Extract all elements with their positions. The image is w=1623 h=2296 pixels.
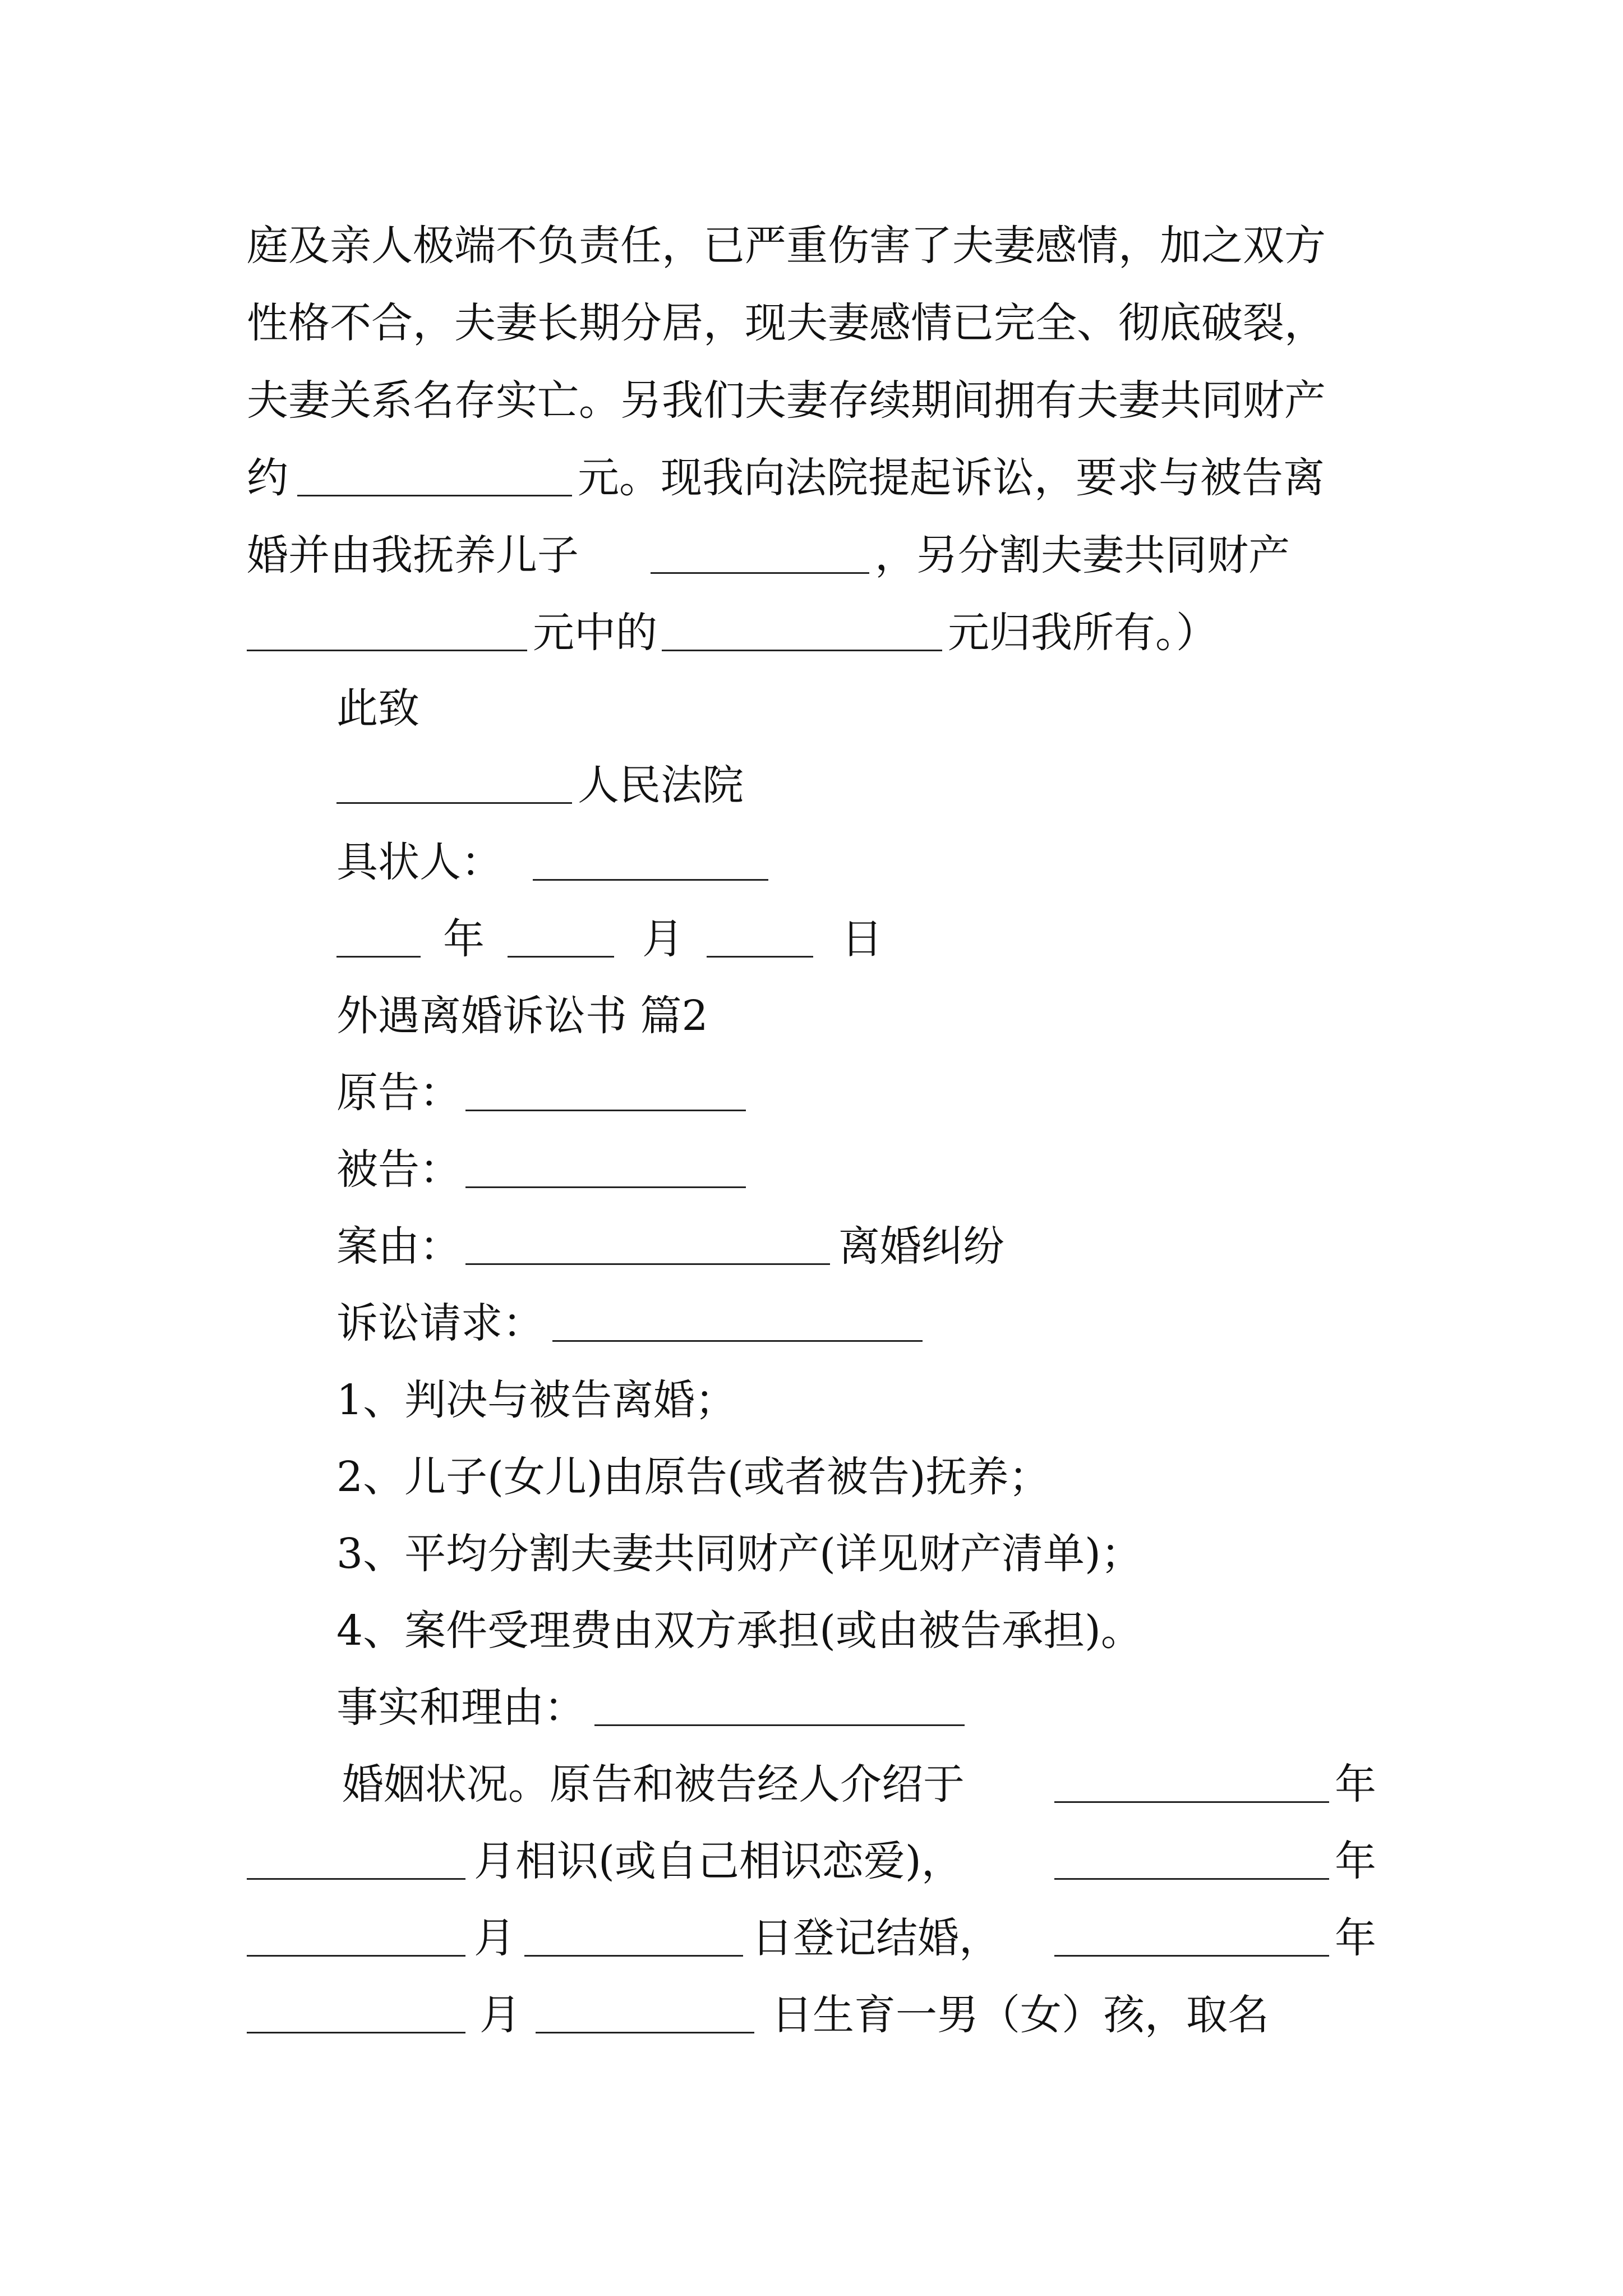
text: 月相识(或自己相识恋爱)，: [474, 1837, 963, 1885]
paragraph-line: [0, 1981, 1623, 2049]
text: 元中的: [533, 609, 657, 657]
section-title: 外遇离婚诉讼书 篇2: [336, 992, 708, 1040]
fill-blank: [465, 1186, 746, 1188]
text: 元。现我向法院提起诉讼，要求与被告离: [578, 454, 1325, 502]
text: 性格不合，夫妻长期分居，现夫妻感情已完全、彻底破裂，: [247, 299, 1326, 347]
fill-blank: [1054, 1878, 1329, 1880]
fill-blank: [336, 956, 421, 958]
court-suffix: 人民法院: [578, 761, 744, 809]
claim-text: 4、案件受理费由双方承担(或由被告承担)。: [336, 1607, 1142, 1655]
fill-blank: [536, 2032, 754, 2033]
claim-item: [0, 1366, 1623, 1434]
fill-blank: [651, 572, 869, 574]
text: 日登记结婚，: [751, 1914, 1000, 1962]
paragraph-line: [0, 444, 1623, 512]
fill-blank: [247, 1878, 465, 1880]
paragraph-line: [0, 289, 1623, 357]
defendant-line: [0, 1136, 1623, 1203]
defendant-label: 被告：: [336, 1145, 461, 1194]
paragraph-line: [0, 1828, 1623, 1895]
claim-item: [0, 1520, 1623, 1588]
section-title-line: [0, 982, 1623, 1050]
case-line: [0, 1213, 1623, 1280]
text: 年: [1335, 1760, 1376, 1809]
claim-item: [0, 1597, 1623, 1664]
fill-blank: [707, 956, 813, 958]
case-suffix: 离婚纠纷: [838, 1222, 1004, 1271]
claim-text: 3、平均分割夫妻共同财产(详见财产清单)；: [336, 1530, 1142, 1578]
facts-label-line: [0, 1674, 1623, 1741]
fill-blank: [247, 2032, 465, 2033]
paragraph-line: [0, 1904, 1623, 1972]
text: 月: [479, 1991, 521, 2039]
day-label: 日: [841, 915, 883, 963]
fill-blank: [533, 879, 768, 881]
text: 婚姻状况。原告和被告经人介绍于: [342, 1760, 965, 1809]
text: 夫妻关系名存实亡。另我们夫妻存续期间拥有夫妻共同财产: [247, 376, 1326, 425]
fill-blank: [465, 1110, 746, 1111]
salutation-line: [0, 675, 1623, 742]
claim-text: 1、判决与被告离婚；: [336, 1376, 737, 1424]
claim-item: [0, 1443, 1623, 1511]
claims-label: 诉讼请求：: [336, 1299, 544, 1347]
salutation: 此致: [336, 684, 419, 733]
signature-line: [0, 829, 1623, 896]
text: 婚并由我抚养儿子: [247, 531, 579, 579]
date-line: [0, 905, 1623, 973]
fill-blank: [524, 1955, 743, 1957]
paragraph-line: [0, 367, 1623, 434]
fill-blank: [594, 1724, 965, 1726]
fill-blank: [552, 1340, 923, 1342]
text: 年: [1335, 1914, 1376, 1962]
fill-blank: [1054, 1955, 1329, 1957]
fill-blank: [336, 802, 572, 804]
fill-blank: [1054, 1801, 1329, 1803]
fill-blank: [297, 495, 572, 496]
court-line: [0, 752, 1623, 819]
year-label: 年: [443, 915, 485, 963]
facts-label: 事实和理由：: [336, 1683, 585, 1732]
case-label: 案由：: [336, 1222, 461, 1271]
plaintiff-signature-label: 具状人：: [336, 838, 502, 886]
text: 庭及亲人极端不负责任，已严重伤害了夫妻感情，加之双方: [247, 222, 1326, 270]
fill-blank: [465, 1263, 830, 1265]
fill-blank: [247, 650, 527, 651]
paragraph-line: [0, 1751, 1623, 1818]
paragraph-line: [0, 212, 1623, 279]
fill-blank: [508, 956, 614, 958]
month-label: 月: [642, 915, 684, 963]
paragraph-line: [0, 522, 1623, 589]
text: 约: [247, 454, 288, 502]
text: 年: [1335, 1837, 1376, 1885]
text: ，另分割夫妻共同财产: [875, 531, 1290, 579]
fill-blank: [247, 1955, 465, 1957]
plaintiff-line: [0, 1059, 1623, 1126]
claim-text: 2、儿子(女儿)由原告(或者被告)抚养；: [336, 1453, 1050, 1501]
plaintiff-label: 原告：: [336, 1069, 461, 1117]
claims-label-line: [0, 1290, 1623, 1357]
paragraph-line: [0, 599, 1623, 666]
fill-blank: [662, 650, 942, 651]
text: 元归我所有。）: [948, 609, 1218, 657]
text: 月: [474, 1914, 515, 1962]
text: 日生育一男（女）孩，取名: [771, 1991, 1269, 2039]
